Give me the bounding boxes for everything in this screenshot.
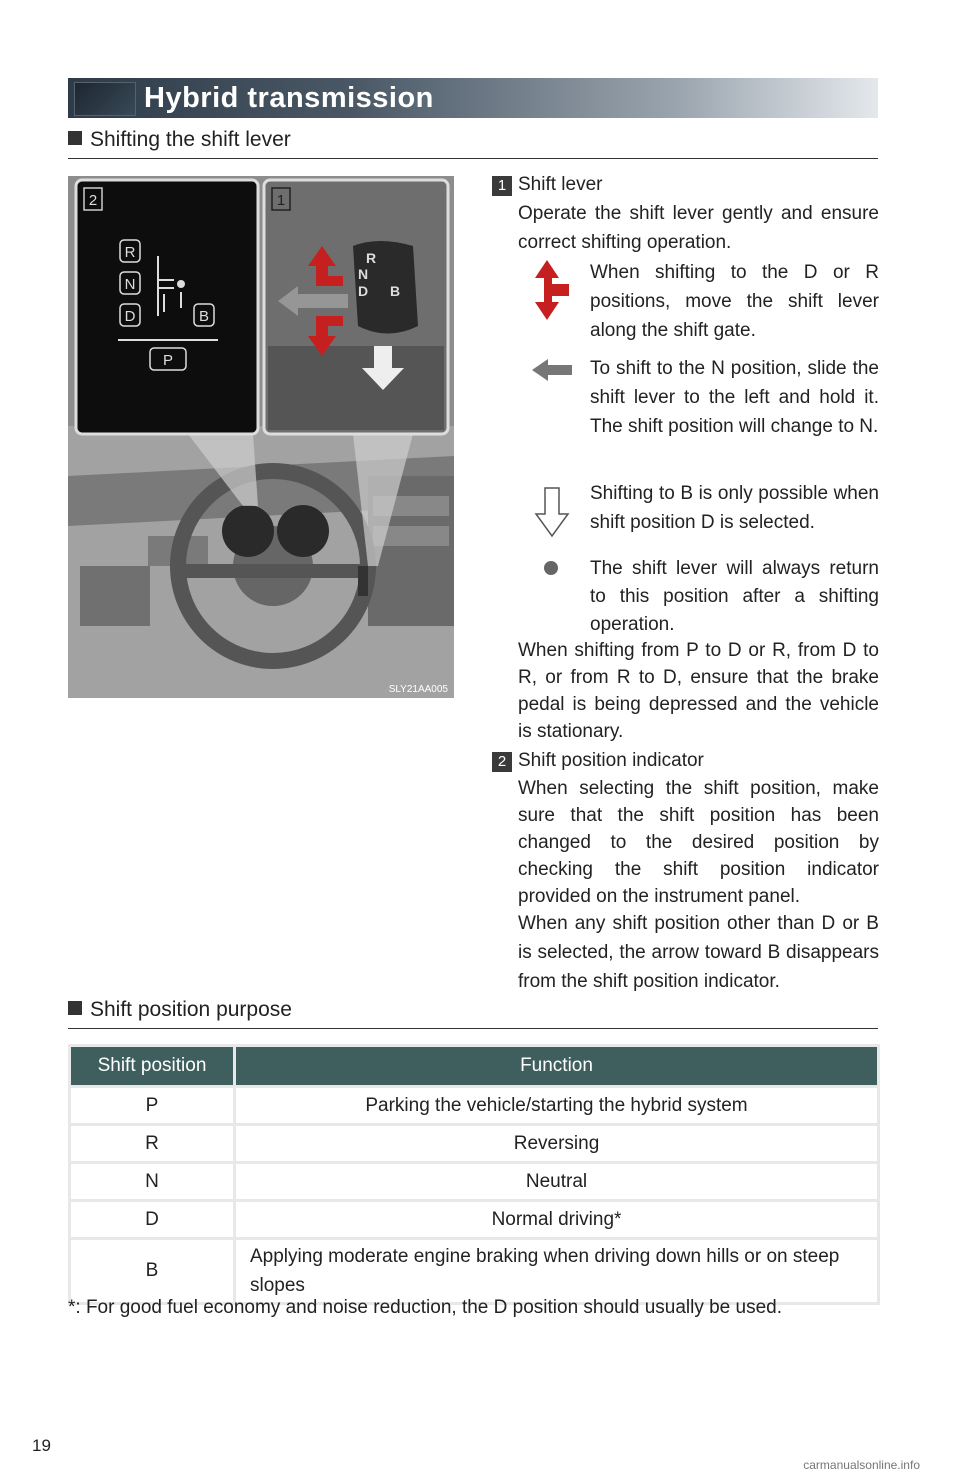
table-row xyxy=(71,1164,877,1199)
svg-text:N: N xyxy=(358,266,369,282)
function-cell: Neutral xyxy=(236,1164,877,1199)
svg-text:N: N xyxy=(124,276,136,293)
outline-down-arrow-icon xyxy=(534,486,570,538)
page-number: 19 xyxy=(32,1436,51,1455)
item2-description: When selecting the shift position, make sure that the shift position has been changed to the desired position by checking the shift position indicator provided on the instrument panel. xyxy=(518,778,879,907)
svg-text:R: R xyxy=(124,244,136,261)
table-header-row xyxy=(71,1047,877,1085)
table-row xyxy=(71,1088,877,1123)
section-heading-text: Shifting the shift lever xyxy=(90,128,291,151)
shift-position-cell: B xyxy=(71,1240,233,1302)
footnote: *: For good fuel economy and noise reduction, the D position should usually be used. xyxy=(68,1297,783,1318)
function-cell: Reversing xyxy=(236,1126,877,1161)
watermark: carmanualsonline.info xyxy=(803,1458,920,1472)
table-row xyxy=(71,1126,877,1161)
red-shift-arrows-icon xyxy=(533,258,573,322)
dashboard-svg xyxy=(68,176,454,698)
item2-title: Shift position indicator xyxy=(518,750,704,771)
svg-text:1: 1 xyxy=(276,192,286,209)
shift-position-table xyxy=(68,1044,880,1305)
section-heading-shifting xyxy=(68,128,878,159)
dot-icon xyxy=(544,561,558,575)
shift-position-cell: N xyxy=(71,1164,233,1199)
svg-text:R: R xyxy=(366,250,377,266)
caution-text: When shifting from P to D or R, from D to R, or from R to D, ensure that the brake pedal is being depressed and the vehicle is stationary. xyxy=(518,640,879,742)
table-row xyxy=(71,1240,877,1302)
red-arrow-note: When shifting to the D or R positions, move the shift lever along the shift gate. xyxy=(590,262,879,341)
svg-text:D: D xyxy=(124,308,136,325)
item2-note: When any shift position other than D or B is selected, the arrow toward B disappears from the shift position indicator. xyxy=(518,913,879,992)
item-number-badge: 2 xyxy=(492,752,512,772)
item1-description: Operate the shift lever gently and ensure correct shifting operation. xyxy=(518,203,879,253)
page-title: Hybrid transmission xyxy=(144,82,434,114)
svg-text:P: P xyxy=(162,352,174,369)
svg-text:B: B xyxy=(198,308,210,325)
square-bullet-icon xyxy=(68,1001,82,1015)
function-cell: Normal driving* xyxy=(236,1202,877,1237)
svg-text:B: B xyxy=(390,283,401,299)
dashboard-illustration xyxy=(68,176,454,698)
dot-note: The shift lever will always return to this position after a shifting operation. xyxy=(590,558,879,635)
svg-text:D: D xyxy=(358,283,369,299)
banner-thumbnail xyxy=(74,82,136,116)
square-bullet-icon xyxy=(68,131,82,145)
svg-text:SLY21AA005: SLY21AA005 xyxy=(388,684,448,695)
shift-position-cell: R xyxy=(71,1126,233,1161)
column-header-shift-position: Shift position xyxy=(71,1047,233,1085)
table-row xyxy=(71,1202,877,1237)
shift-position-cell: P xyxy=(71,1088,233,1123)
item-number-badge: 1 xyxy=(492,176,512,196)
outline-arrow-note: Shifting to B is only possible when shift position D is selected. xyxy=(590,483,879,533)
item1-title: Shift lever xyxy=(518,174,603,195)
function-cell: Applying moderate engine braking when driving down hills or on steep slopes xyxy=(236,1240,877,1302)
column-header-function: Function xyxy=(236,1047,877,1085)
gray-left-arrow-icon xyxy=(530,357,574,383)
svg-text:2: 2 xyxy=(88,192,98,209)
section-heading-text: Shift position purpose xyxy=(90,998,292,1021)
section-banner xyxy=(68,78,878,118)
shift-position-cell: D xyxy=(71,1202,233,1237)
function-cell: Parking the vehicle/starting the hybrid system xyxy=(236,1088,877,1123)
section-heading-purpose xyxy=(68,998,878,1029)
gray-arrow-note: To shift to the N position, slide the shift lever to the left and hold it. The shift position will change to N. xyxy=(590,358,879,437)
